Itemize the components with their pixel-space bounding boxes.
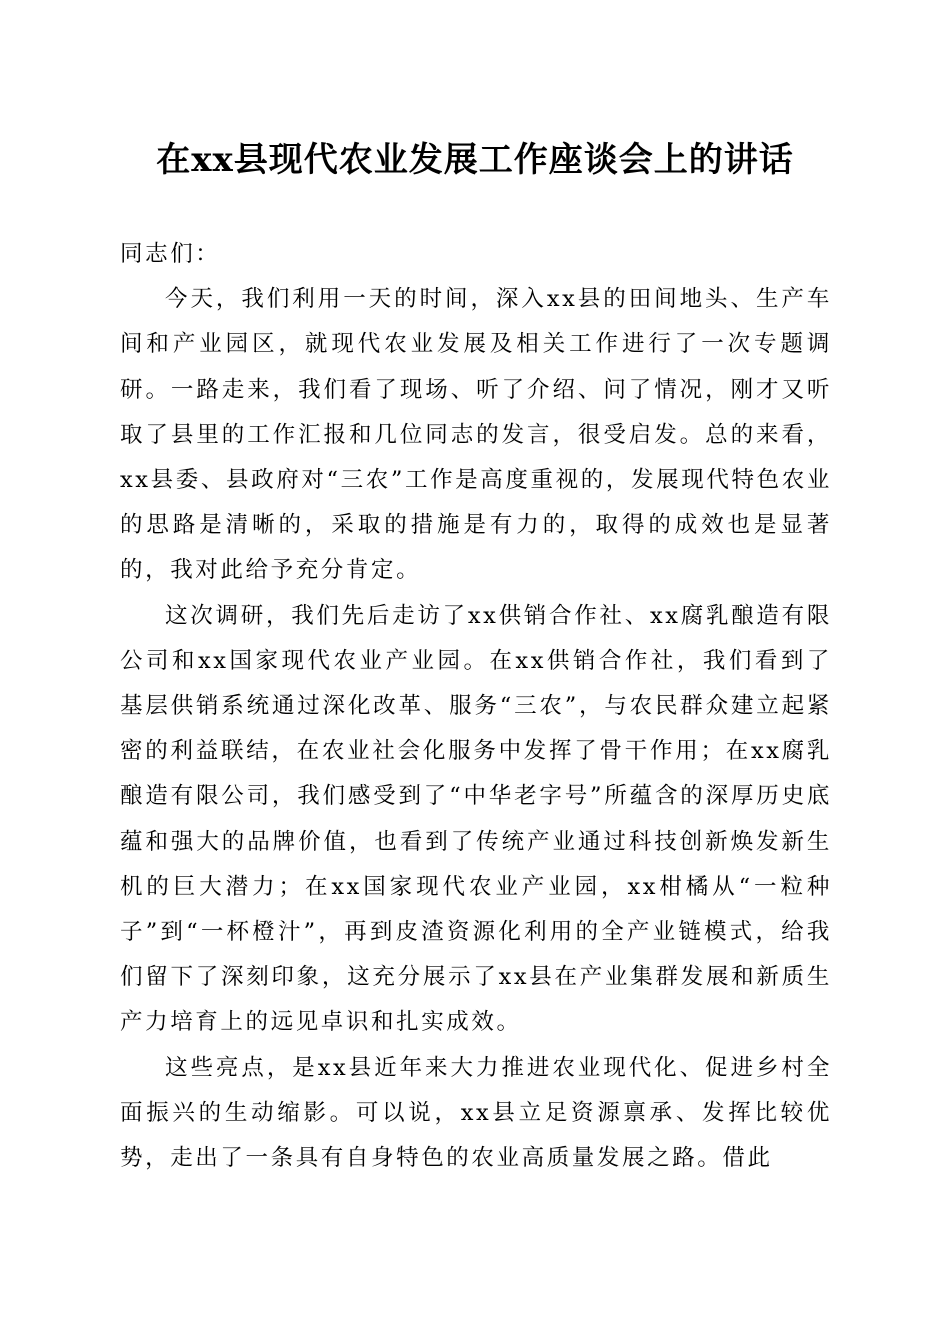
salutation: 同志们： <box>120 241 221 267</box>
document-title: 在xx县现代农业发展工作座谈会上的讲话 <box>156 140 794 180</box>
paragraph-2: 这次调研，我们先后走访了xx供销合作社、xx腐乳酿造有限公司和xx国家现代农业产业园。在xx供销合作社，我们看到了基层供销系统通过深化改革、服务“三农”，与农民群众建立起紧密的利益联结，在农业社会化服务中发挥了骨干作用；在xx腐乳酿造有限公司，我们感受到了“中华老字号”所蕴含的深厚历史底蕴和强大的品牌价值，也看到了传统产业通过科技创新焕发新生机的巨大潜力；在xx国家现代农业产业园，xx柑橘从“一粒种子”到“一杯橙汁”，再到皮渣资源化利用的全产业链模式，给我们留下了深刻印象，这充分展示了xx县在产业集群发展和新质生产力培育上的远见卓识和扎实成效。 <box>120 602 832 1036</box>
document-body <box>120 232 832 1181</box>
paragraph-1: 今天，我们利用一天的时间，深入xx县的田间地头、生产车间和产业园区，就现代农业发展及相关工作进行了一次专题调研。一路走来，我们看了现场、听了介绍、问了情况，刚才又听取了县里的工作汇报和几位同志的发言，很受启发。总的来看，xx县委、县政府对“三农”工作是高度重视的，发展现代特色农业的思路是清晰的，采取的措施是有力的，取得的成效也是显著的，我对此给予充分肯定。 <box>120 286 832 584</box>
paragraph-3: 这些亮点，是xx县近年来大力推进农业现代化、促进乡村全面振兴的生动缩影。可以说，xx县立足资源禀承、发挥比较优势，走出了一条具有自身特色的农业高质量发展之路。借此 <box>120 1054 832 1172</box>
